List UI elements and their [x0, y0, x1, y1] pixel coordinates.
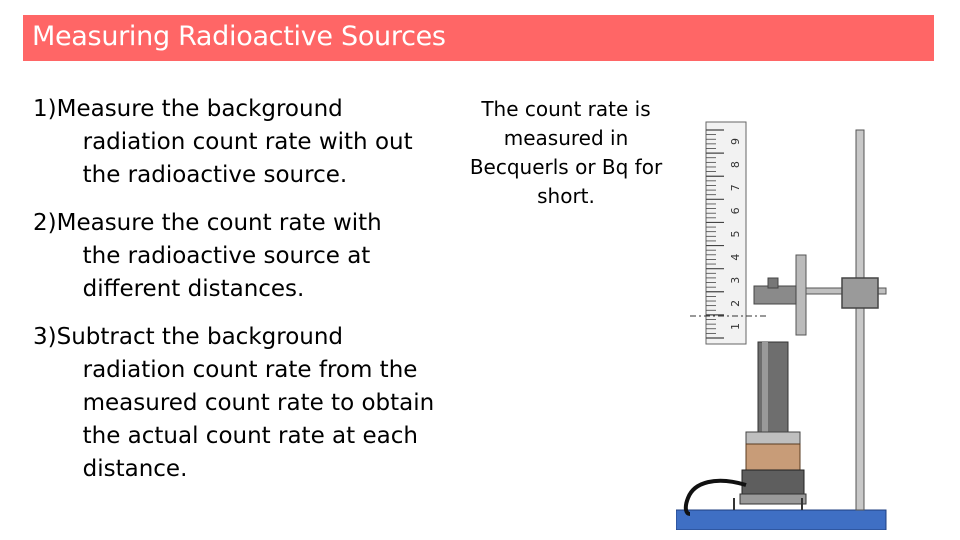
ruler-label: 8: [729, 161, 742, 169]
detector-cable: [686, 481, 746, 514]
stand-rod: [856, 130, 864, 510]
stand-base: [676, 510, 886, 530]
source-knob: [768, 278, 778, 288]
step-number: 1): [33, 96, 57, 122]
step-text: [57, 93, 453, 192]
ruler-label: 2: [729, 299, 742, 307]
detector-highlight: [762, 342, 768, 432]
step-rest-lines: radiation count rate from the measured count rate to obtain the actual count rate at each distance.: [82, 357, 435, 482]
source-holder: [754, 286, 796, 304]
ruler-label: 3: [729, 276, 742, 284]
slide-title: Measuring Radioactive Sources: [32, 21, 446, 52]
detector-band: [746, 444, 800, 470]
step-text: [57, 207, 453, 306]
detector-foot: [740, 494, 806, 504]
step-first-line: Subtract the background: [56, 324, 344, 350]
step-first-line: Measure the background: [56, 96, 343, 122]
step-item: [33, 93, 453, 192]
step-rest-lines: radiation count rate with out the radioactive source.: [82, 129, 413, 188]
source-holder-plate: [796, 255, 806, 335]
ruler-label: 5: [729, 230, 742, 238]
step-number: 3): [33, 324, 57, 350]
clamp-boss: [842, 278, 878, 308]
apparatus-illustration: [676, 110, 896, 530]
ruler-labels: [729, 138, 742, 330]
ruler-label: 9: [729, 138, 742, 146]
step-number: 2): [33, 210, 57, 236]
steps-list: [33, 93, 453, 501]
count-rate-note: The count rate is measured in Becquerls or Bq for short.: [469, 97, 663, 208]
ruler-label: 1: [729, 322, 742, 330]
step-rest-lines: the radioactive source at different distances.: [82, 243, 371, 302]
ruler-label: 7: [729, 184, 742, 192]
detector-collar: [746, 432, 800, 444]
step-item: [33, 207, 453, 306]
title-bar: [23, 15, 934, 61]
detector-base: [742, 470, 804, 494]
step-first-line: Measure the count rate with: [56, 210, 382, 236]
step-item: [33, 321, 453, 486]
step-text: [57, 321, 453, 486]
ruler-label: 6: [729, 207, 742, 215]
ruler-label: 4: [729, 253, 742, 261]
